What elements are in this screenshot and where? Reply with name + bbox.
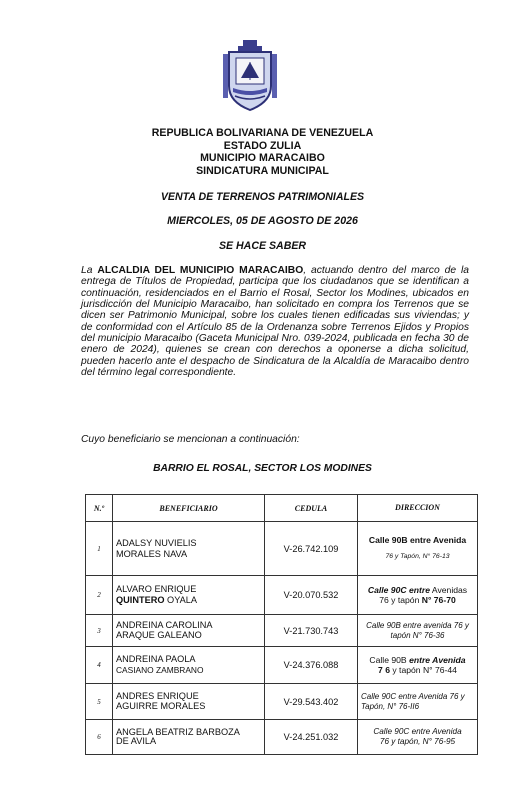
header-office: SINDICATURA MUNICIPAL [196, 164, 329, 177]
municipal-coat-of-arms-icon [221, 40, 279, 112]
name-line: ANDREINA CAROLINA [116, 620, 213, 630]
notice-date: MIERCOLES, 05 DE AGOSTO DE 2026 [167, 215, 358, 227]
beneficiary-address [358, 576, 478, 615]
header-number: N.º [86, 495, 113, 522]
notice-announcement: SE HACE SABER [218, 240, 307, 252]
name-line: QUINTERO [116, 595, 165, 605]
address-line: Calle 90C entre [367, 584, 430, 595]
name-line: OYALA [164, 595, 198, 605]
address-line: N° 76-70 [421, 595, 456, 605]
name-line: ALVARO ENRIQUE [116, 584, 197, 594]
beneficiary-name [113, 647, 265, 684]
sector-title: BARRIO EL ROSAL, SECTOR LOS MODINES [153, 463, 372, 474]
notice-title: VENTA DE TERRENOS PATRIMONIALES [160, 191, 365, 203]
beneficiaries-intro: Cuyo beneficiario se mencionan a continuación: [81, 434, 300, 445]
beneficiary-address [358, 615, 478, 647]
beneficiaries-table [85, 494, 478, 755]
beneficiary-id: V-21.730.743 [265, 615, 358, 647]
address-line: tapón N° 76-36 [390, 630, 445, 640]
address-line: Calle 90B [369, 654, 410, 665]
name-line: ADALSY NUVIELIS [116, 537, 197, 548]
address-line: Tapón, N° 76-II6 [361, 701, 420, 711]
name-line: ANGELA BEATRIZ BARBOZA [116, 726, 240, 737]
row-number: 3 [86, 615, 113, 647]
address-line: Calle 90C entre Avenida [373, 726, 462, 736]
address-line: Calle 90B entre Avenida [368, 535, 467, 545]
body-entity: ALCALDIA DEL MUNICIPIO MARACAIBO [97, 265, 304, 276]
table-row [86, 615, 478, 647]
name-line: ANDREINA PAOLA [116, 654, 196, 664]
issuing-authority-header [0, 127, 525, 177]
row-number: 1 [86, 522, 113, 576]
header-address: DIRECCION [358, 495, 478, 522]
beneficiary-id: V-29.543.402 [265, 684, 358, 720]
row-number: 4 [86, 647, 113, 684]
header-id: CEDULA [265, 495, 358, 522]
address-line: Avenidas [429, 584, 468, 595]
name-line: AGUIRRE MORALES [116, 700, 206, 711]
beneficiary-address [358, 647, 478, 684]
beneficiary-name [113, 522, 265, 576]
header-beneficiary: BENEFICIARIO [113, 495, 265, 522]
notice-body [81, 265, 469, 378]
beneficiary-name [113, 684, 265, 720]
table-header-row [86, 495, 478, 522]
beneficiary-name [113, 576, 265, 615]
row-number: 6 [86, 720, 113, 755]
address-line: Calle 90C entre Avenida 76 y [361, 692, 465, 701]
beneficiary-address [358, 684, 478, 720]
body-text: , actuando dentro del marco de la entrega de Títulos de Propiedad, participa que los ciudadanos que se identifican a continuación, residenciados en el Barrio el Rosal, Sector los Modines, ubicados en jurisdicción del Municipio Maracaibo, han solicitado en compra los Terrenos que se dicen ser Patrimonio Municipal, sobre los cuales tienen edificadas sus viviendas; y de conformidad con el Artículo 85 de la Ordenanza sobre Terrenos Ejidos y Propios del municipio Maracaibo (Gaceta Municipal Nro. 039-2024, publicada en fecha 30 de enero de 2024), quienes se crean con derechos a oponerse a dicha solicitud, pueden hacerlo ante el despacho de Sindicatura de la Alcaldía de Maracaibo dentro del término legal correspondiente. [81, 265, 469, 379]
address-line: 7 6 [378, 665, 390, 675]
header-state: ESTADO ZULIA [223, 139, 302, 152]
body-lead: La [81, 265, 98, 276]
beneficiary-name [113, 720, 265, 755]
beneficiary-name [113, 615, 265, 647]
table-row [86, 522, 478, 576]
name-line: CASIANO ZAMBRANO [116, 665, 204, 675]
row-number: 2 [86, 576, 113, 615]
name-line: ANDRES ENRIQUE [116, 691, 199, 701]
name-line: DE AVILA [116, 736, 157, 746]
beneficiary-id: V-20.070.532 [265, 576, 358, 615]
beneficiary-address [358, 720, 478, 755]
header-country: REPUBLICA BOLIVARIANA DE VENEZUELA [151, 127, 374, 139]
beneficiary-id: V-26.742.109 [265, 522, 358, 576]
name-line: ARAQUE GALEANO [116, 629, 202, 640]
table-row [86, 647, 478, 684]
header-municipality: MUNICIPIO MARACAIBO [200, 152, 325, 164]
address-line: 76 y tapón, N° 76-95 [379, 737, 456, 746]
address-line: entre Avenida [409, 654, 466, 665]
address-line: 76 y Tapón, N° 76-13 [385, 552, 450, 560]
table-row [86, 576, 478, 615]
beneficiary-id: V-24.376.088 [265, 647, 358, 684]
row-number: 5 [86, 684, 113, 720]
beneficiary-id: V-24.251.032 [265, 720, 358, 755]
address-line: y tapón N° 76-44 [389, 665, 457, 675]
address-line: Calle 90B entre avenida 76 y [366, 621, 469, 630]
name-line: MORALES NAVA [116, 548, 188, 559]
table-row [86, 684, 478, 720]
table-row [86, 720, 478, 755]
address-line: 76 y tapón [379, 595, 422, 605]
beneficiary-address [358, 522, 478, 576]
